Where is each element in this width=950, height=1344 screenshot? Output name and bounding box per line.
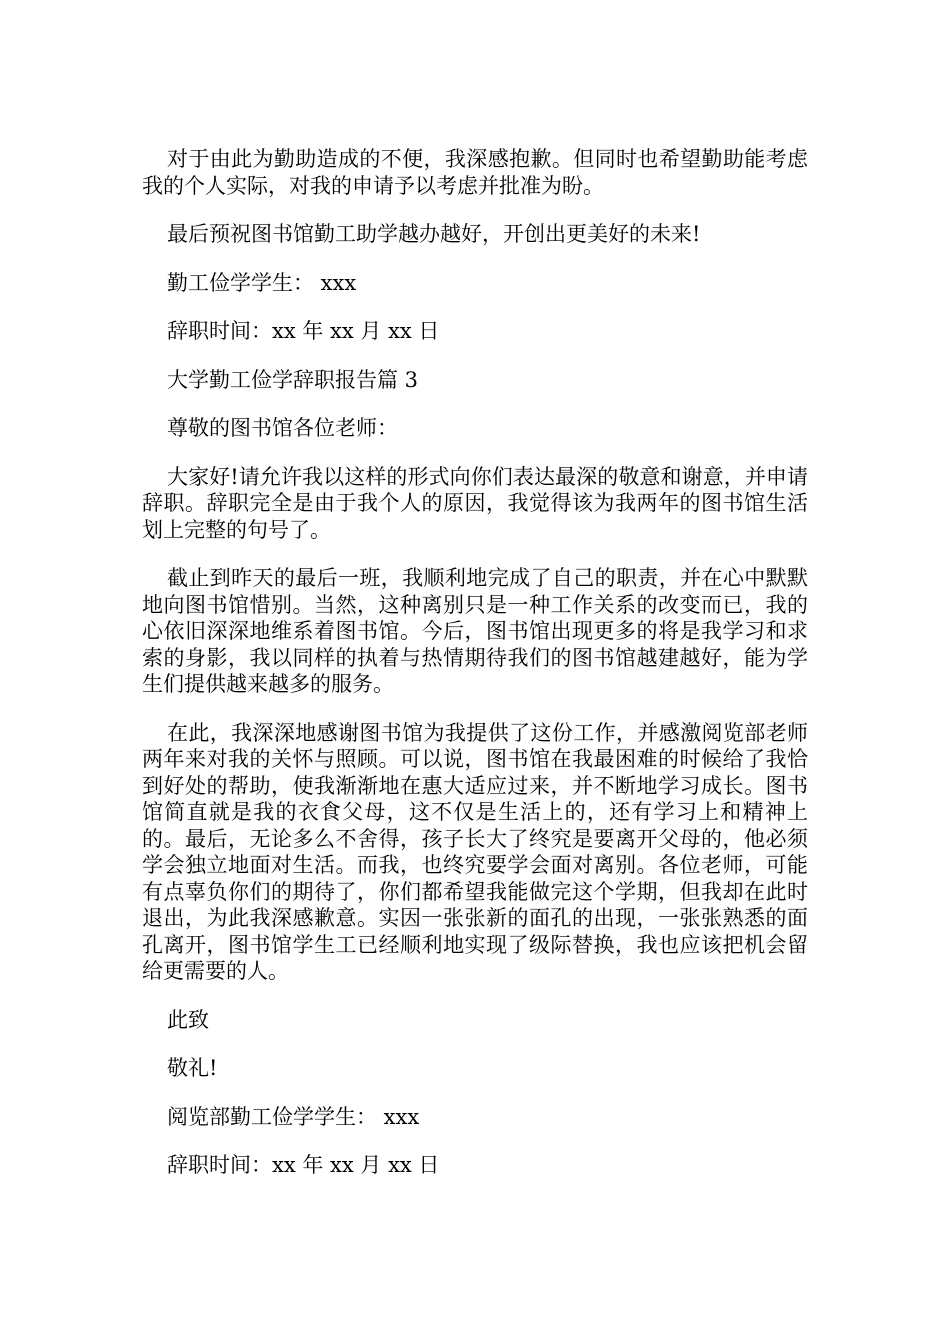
paragraph-farewell: 截止到昨天的最后一班，我顺利地完成了自己的职责，并在心中默默地向图书馆惜别。当然，这种离别只是一种工作关系的改变而已，我的心依旧深深地维系着图书馆。今后，图书馆出现更多的将是我学习和求索的身影，我以同样的执着与热情期待我们的图书馆越建越好，能为学生们提供越来越多的服务。 <box>142 566 808 696</box>
paragraph-apology: 对于由此为勤助造成的不便，我深感抱歉。但同时也希望勤助能考虑我的个人实际，对我的申请予以考虑并批准为盼。 <box>142 147 808 198</box>
resignation-date: 辞职时间：xx 年 xx 月 xx 日 <box>167 319 440 343</box>
signature-student: 勤工俭学学生： xxx <box>167 270 357 295</box>
section-title: 大学勤工俭学辞职报告篇 3 <box>167 367 419 392</box>
salutation: 尊敬的图书馆各位老师： <box>167 416 398 440</box>
paragraph-greeting: 大家好!请允许我以这样的形式向你们表达最深的敬意和谢意，并申请辞职。辞职完全是由于我个人的原因，我觉得该为我两年的图书馆生活划上完整的句号了。 <box>142 464 808 542</box>
resignation-date-final: 辞职时间：xx 年 xx 月 xx 日 <box>167 1153 440 1177</box>
paragraph-wishes: 最后预祝图书馆勤工助学越办越好，开创出更美好的未来! <box>167 222 701 246</box>
closing-regards: 此致 <box>167 1007 209 1032</box>
paragraph-gratitude: 在此，我深深地感谢图书馆为我提供了这份工作，并感激阅览部老师两年来对我的关怀与照顾。可以说，图书馆在我最困难的时候给了我恰到好处的帮助，使我渐渐地在惠大适应过来，并不断地学习成长。图书馆简直就是我的衣食父母，这不仅是生活上的，还有学习上和精神上的。最后，无论多么不舍得，孩子长大了终究是要离开父母的，他必须学会独立地面对生活。而我，也终究要学会面对离别。各位老师，可能有点辜负你们的期待了，你们都希望我能做完这个学期，但我却在此时退出，为此我深感歉意。实因一张张新的面孔的出现，一张张熟悉的面孔离开，图书馆学生工已经顺利地实现了级际替换，我也应该把机会留给更需要的人。 <box>142 720 808 983</box>
closing-salute: 敬礼! <box>167 1056 218 1080</box>
document-body <box>142 146 808 1179</box>
signature-reading-dept: 阅览部勤工俭学学生： xxx <box>167 1104 420 1129</box>
